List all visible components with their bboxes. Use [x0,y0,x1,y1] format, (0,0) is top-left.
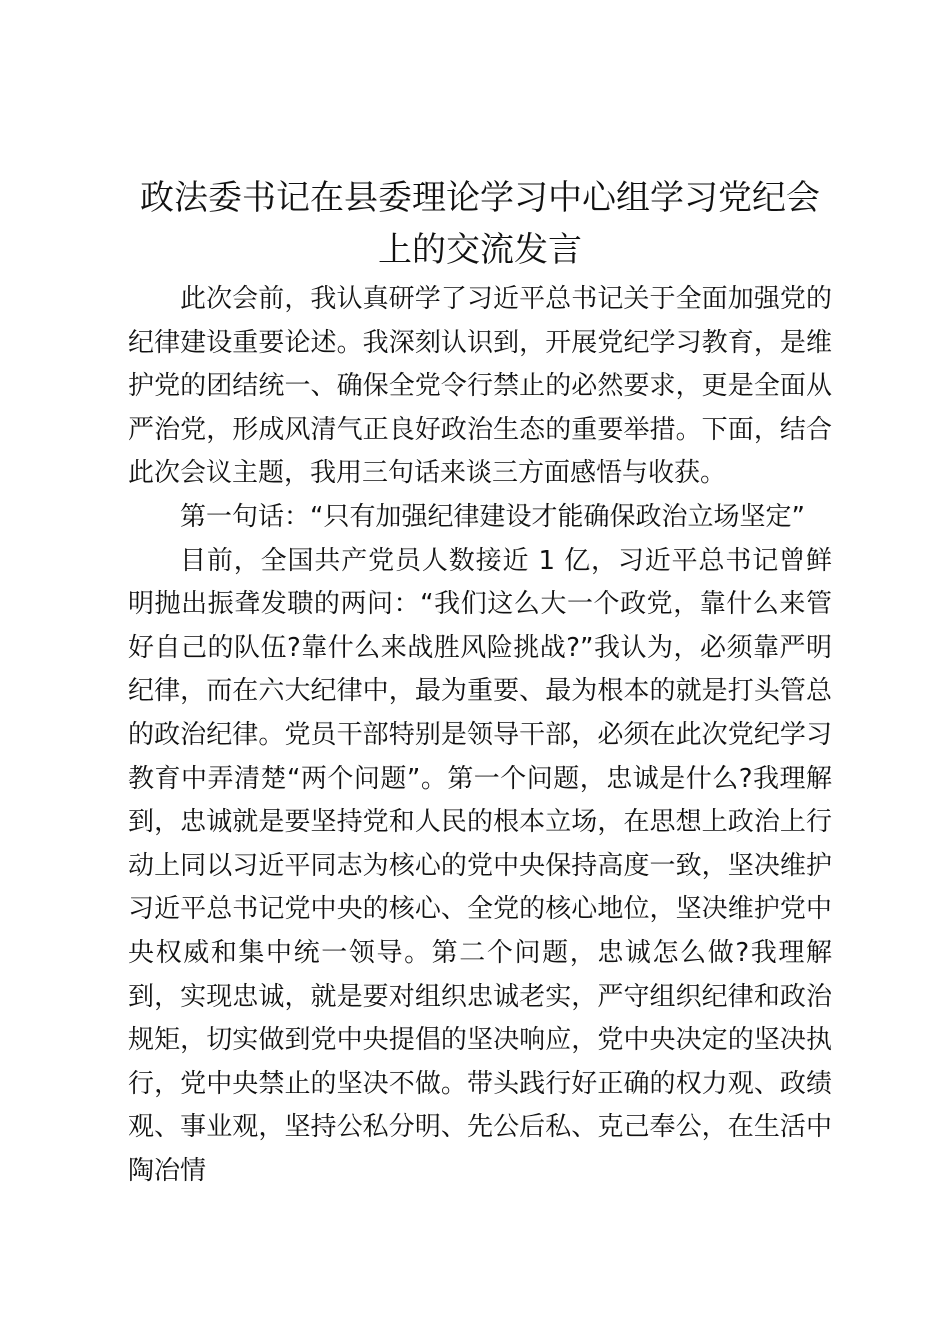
document-body [128,172,832,1193]
intro-paragraph: 此次会前，我认真研学了习近平总书记关于全面加强党的纪律建设重要论述。我深刻认识到，开展党纪学习教育，是维护党的团结统一、确保全党令行禁止的必然要求，更是全面从严治党，形成风清气正良好政治生态的重要举措。下面，结合此次会议主题，我用三句话来谈三方面感悟与收获。 [128,284,832,489]
section-heading-1: 第一句话：“只有加强纪律建设才能确保政治立场坚定” [180,501,805,532]
document-title: 政法委书记在县委理论学习中心组学习党纪会上的交流发言 [140,178,820,270]
body-paragraph: 目前，全国共产党员人数接近 1 亿，习近平总书记曾鲜明抛出振聋发聩的两问：“我们这么大一个政党，靠什么来管好自己的队伍?靠什么来战胜风险挑战?”我认为，必须靠严明纪律，而在六大纪律中，最为重要、最为根本的就是打头管总的政治纪律。党员干部特别是领导干部，必须在此次党纪学习教育中弄清楚“两个问题”。第一个问题，忠诚是什么?我理解到，忠诚就是要坚持党和人民的根本立场，在思想上政治上行动上同以习近平同志为核心的党中央保持高度一致，坚决维护习近平总书记党中央的核心、全党的核心地位，坚决维护党中央权威和集中统一领导。第二个问题，忠诚怎么做?我理解到，实现忠诚，就是要对组织忠诚老实，严守组织纪律和政治规矩，切实做到党中央提倡的坚决响应，党中央决定的坚决执行，党中央禁止的坚决不做。带头践行好正确的权力观、政绩观、事业观，坚持公私分明、先公后私、克己奉公，在生活中陶冶情 [128,545,832,1186]
